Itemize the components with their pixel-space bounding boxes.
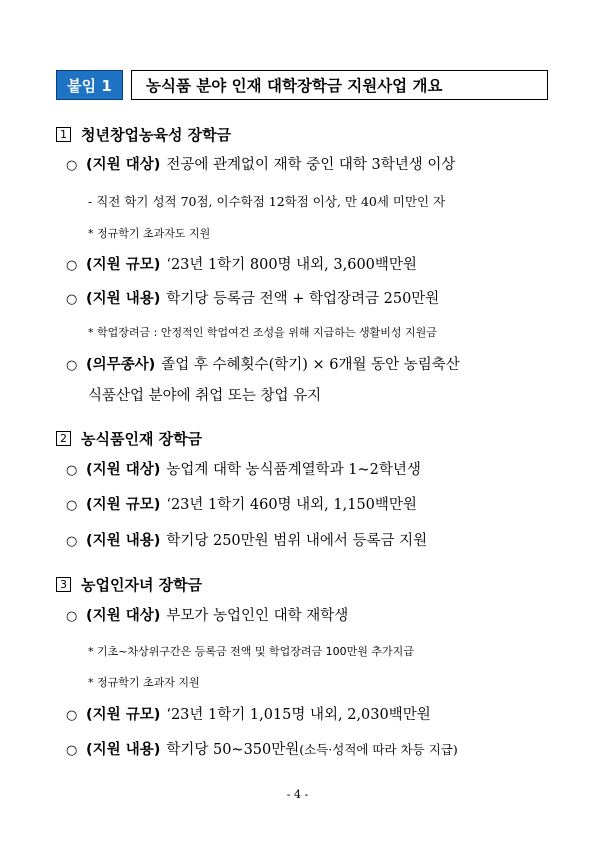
list-item — [66, 735, 546, 766]
item-text: 농업계 대학 농식품계열학과 1~2학년생 — [166, 462, 421, 478]
item-label: (지원 내용) — [86, 533, 161, 549]
bullet-icon: ○ — [66, 292, 78, 307]
section-1-heading — [56, 124, 231, 145]
section-number: 1 — [56, 127, 71, 142]
bullet-icon: ○ — [66, 358, 78, 373]
list-item — [66, 700, 546, 731]
item-text: 학기당 250만원 범위 내에서 등록금 지원 — [166, 533, 428, 549]
note: * 기초~차상위구간은 등록금 전액 및 학업장려금 100만원 추가지급 — [88, 645, 414, 658]
section-title: 청년창업농육성 장학금 — [81, 126, 232, 144]
list-item — [66, 601, 546, 632]
item-text: 졸업 후 수혜횟수(학기) × 6개월 동안 농림축산 — [161, 357, 460, 373]
item-label: (지원 내용) — [86, 742, 161, 758]
note: * 정규학기 초과자 지원 — [88, 676, 200, 689]
bullet-icon: ○ — [66, 609, 78, 624]
list-item — [66, 250, 546, 281]
item-text: ‘23년 1학기 460명 내외, 1,150백만원 — [166, 497, 417, 513]
bullet-icon: ○ — [66, 534, 78, 549]
section-number: 2 — [56, 431, 71, 446]
bullet-icon: ○ — [66, 258, 78, 273]
section-number: 3 — [56, 577, 71, 592]
list-item — [66, 284, 546, 315]
item-label: (지원 대상) — [86, 608, 161, 624]
item-text: 학기당 50~350만원 — [166, 742, 300, 758]
item-paren-text: (소득·성적에 따라 차등 지급) — [299, 742, 458, 757]
item-text: 전공에 관계없이 재학 중인 대학 3학년생 이상 — [166, 157, 456, 173]
section-2-heading — [56, 428, 202, 449]
attachment-header — [56, 70, 548, 103]
bullet-icon: ○ — [66, 498, 78, 513]
item-text: 학기당 등록금 전액 + 학업장려금 250만원 — [166, 291, 440, 307]
list-item — [66, 490, 546, 521]
item-text: ‘23년 1학기 1,015명 내외, 2,030백만원 — [166, 707, 431, 723]
page-number: - 4 - — [286, 788, 309, 801]
note: * 학업장려금 : 안정적인 학업여건 조성을 위해 지급하는 생활비성 지원금 — [88, 326, 437, 339]
attachment-tag: 붙임 1 — [56, 70, 123, 100]
bullet-icon: ○ — [66, 708, 78, 723]
list-item — [66, 350, 546, 381]
item-label: (지원 내용) — [86, 291, 161, 307]
sub-item: - 직전 학기 성적 70점, 이수학점 12학점 이상, 만 40세 미만인 자 — [88, 194, 446, 209]
item-text: ‘23년 1학기 800명 내외, 3,600백만원 — [166, 257, 417, 273]
list-item — [66, 455, 546, 486]
section-3-heading — [56, 574, 202, 595]
attachment-title: 농식품 분야 인재 대학장학금 지원사업 개요 — [131, 70, 548, 100]
item-label: (지원 대상) — [86, 157, 161, 173]
note: * 정규학기 초과자도 지원 — [88, 227, 211, 240]
list-item — [66, 150, 546, 181]
bullet-icon: ○ — [66, 158, 78, 173]
item-continuation: 식품산업 분야에 취업 또는 창업 유지 — [88, 388, 322, 404]
bullet-icon: ○ — [66, 463, 78, 478]
bullet-icon: ○ — [66, 743, 78, 758]
item-label: (지원 대상) — [86, 462, 161, 478]
item-label: (지원 규모) — [86, 257, 161, 273]
section-title: 농식품인재 장학금 — [81, 430, 203, 448]
item-text: 부모가 농업인인 대학 재학생 — [166, 608, 349, 624]
list-item — [66, 526, 546, 557]
item-label: (지원 규모) — [86, 497, 161, 513]
section-title: 농업인자녀 장학금 — [81, 576, 203, 594]
item-label: (의무종사) — [86, 357, 156, 373]
item-label: (지원 규모) — [86, 707, 161, 723]
